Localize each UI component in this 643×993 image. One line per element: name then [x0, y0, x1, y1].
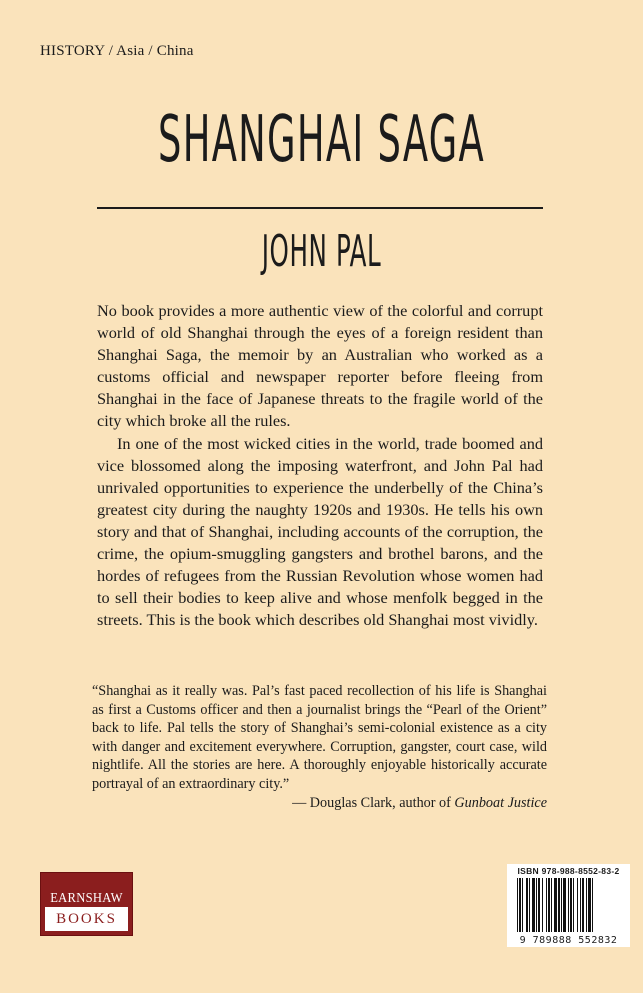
- isbn-digits: 9 789888 552832: [519, 935, 618, 946]
- quote-attribution: [92, 794, 547, 813]
- description-paragraph: No book provides a more authentic view of the colorful and corrupt world of old Shanghai through the eyes of a foreign resident than Shanghai Saga, the memoir by an Australian who worked as a customs official and newspaper reporter before fleeing from Shanghai in the face of Japanese threats to the fragile world of the city which broke all the rules.: [97, 301, 543, 431]
- title-divider: [97, 207, 543, 209]
- attribution-work: Gunboat Justice: [454, 794, 547, 811]
- publisher-logo: [40, 872, 133, 936]
- isbn-label: ISBN 978-988-8552-83-2: [517, 866, 620, 876]
- barcode-icon: [517, 878, 620, 932]
- description-paragraph: In one of the most wicked cities in the world, trade boomed and vice blossomed along the imposing waterfront, and John Pal had unrivaled opportunities to experience the underbelly of the China’s greatest city during the naughty 1920s and 1930s. He tells his own story and that of Shanghai, including accounts of the corruption, the crime, the opium-smuggling gangsters and brothel barons, and the hordes of refugees from the Russian Revolution whose women had to sell their bodies to keep alive and whose menfolk begged in the streets. This is the book which describes old Shanghai most vividly.: [97, 433, 543, 630]
- book-title: SHANGHAI SAGA: [158, 103, 485, 177]
- attribution-prefix: — Douglas Clark, author of: [292, 794, 455, 811]
- quote-text: “Shanghai as it really was. Pal’s fast paced recollection of his life is Shanghai as first a Customs officer and then a journalist brings the “Pearl of the Orient” back to life. Pal tells the story of Shanghai’s semi-colonial existence as a city with danger and excitement everywhere. Corruption, gangster, court case, wild nightlife. All the stories are here. A thoroughly enjoyable historically accurate portrayal of an extraordinary city.”: [92, 683, 547, 792]
- publisher-name-line1: EARNSHAW: [50, 891, 123, 906]
- publisher-name-line2: BOOKS: [45, 907, 128, 931]
- review-quote: [92, 682, 547, 812]
- isbn-barcode: [507, 864, 630, 947]
- category-label: HISTORY / Asia / China: [40, 43, 194, 59]
- book-description: [97, 300, 543, 631]
- author-name: JOHN PAL: [261, 226, 382, 277]
